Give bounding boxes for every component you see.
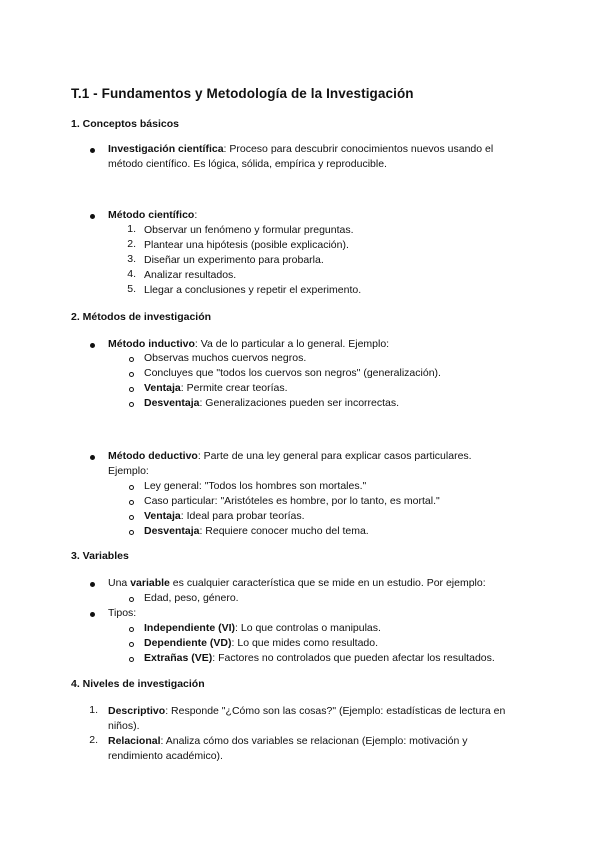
bullet-circle-icon <box>129 657 134 662</box>
sub-item: Observas muchos cuervos negros. <box>144 352 307 364</box>
list-item-metodo-inductivo: Método inductivo: Va de lo particular a lo general. Ejemplo: <box>108 338 390 350</box>
step-4: Analizar resultados. <box>144 269 237 281</box>
list-item-metodo-cientifico: Método científico: <box>108 209 198 221</box>
bullet-circle-icon <box>129 597 134 602</box>
level-number: 1. <box>89 704 98 716</box>
step-number: 5. <box>127 283 136 295</box>
bullet-dot-icon <box>90 455 95 460</box>
step-number: 4. <box>127 268 136 280</box>
bullet-circle-icon <box>129 372 134 377</box>
bullet-circle-icon <box>129 402 134 407</box>
list-item-tipos: Tipos: <box>108 607 137 619</box>
bullet-circle-icon <box>129 642 134 647</box>
step-2: Plantear una hipótesis (posible explicación). <box>144 239 349 251</box>
bullet-circle-icon <box>129 485 134 490</box>
bullet-circle-icon <box>129 515 134 520</box>
step-1: Observar un fenómeno y formular preguntas. <box>144 224 354 236</box>
sub-item-dependiente: Dependiente (VD): Lo que mides como resultado. <box>144 637 379 649</box>
level-number: 2. <box>89 734 98 746</box>
sub-item: Edad, peso, género. <box>144 592 239 604</box>
sub-item-desventaja: Desventaja: Requiere conocer mucho del tema. <box>144 525 369 537</box>
document-title: T.1 - Fundamentos y Metodología de la Investigación <box>71 86 414 101</box>
term: Método deductivo <box>108 450 198 462</box>
list-item-relacional: Relacional: Analiza cómo dos variables se relacionan (Ejemplo: motivación y rendimiento académico). <box>108 735 468 762</box>
bullet-dot-icon <box>90 148 95 153</box>
term: Método inductivo <box>108 338 195 350</box>
step-number: 2. <box>127 238 136 250</box>
list-item-investigacion-cientifica <box>108 142 528 172</box>
step-3: Diseñar un experimento para probarla. <box>144 254 324 266</box>
sub-item: Caso particular: "Aristóteles es hombre, por lo tanto, es mortal." <box>144 495 440 507</box>
bullet-dot-icon <box>90 343 95 348</box>
bullet-dot-icon <box>90 582 95 587</box>
section-4-heading: 4. Niveles de investigación <box>71 678 205 690</box>
sub-item-desventaja: Desventaja: Generalizaciones pueden ser incorrectas. <box>144 397 400 409</box>
step-number: 3. <box>127 253 136 265</box>
sub-item-extranas: Extrañas (VE): Factores no controlados que pueden afectar los resultados. <box>144 652 495 664</box>
term: Investigación científica <box>108 143 224 155</box>
sub-item: Concluyes que "todos los cuervos son negros" (generalización). <box>144 367 441 379</box>
list-item-variable: Una variable es cualquier característica que se mide en un estudio. Por ejemplo: <box>108 577 486 589</box>
sub-item-ventaja: Ventaja: Ideal para probar teorías. <box>144 510 305 522</box>
step-5: Llegar a conclusiones y repetir el experimento. <box>144 284 362 296</box>
bullet-dot-icon <box>90 214 95 219</box>
definition: : Proceso para descubrir conocimientos nuevos usando el método científico. Es lógica, sólida, empírica y reproducible. <box>108 143 494 170</box>
bullet-circle-icon <box>129 627 134 632</box>
sub-item-independiente: Independiente (VI): Lo que controlas o manipulas. <box>144 622 381 634</box>
bullet-circle-icon <box>129 387 134 392</box>
sub-item-ventaja: Ventaja: Permite crear teorías. <box>144 382 288 394</box>
section-1-heading: 1. Conceptos básicos <box>71 118 179 130</box>
term: Método científico <box>108 209 195 221</box>
step-number: 1. <box>127 223 136 235</box>
sub-item: Ley general: "Todos los hombres son mortales." <box>144 480 367 492</box>
bullet-dot-icon <box>90 612 95 617</box>
bullet-circle-icon <box>129 500 134 505</box>
list-item-descriptivo: Descriptivo: Responde "¿Cómo son las cosas?" (Ejemplo: estadísticas de lectura en niños). <box>108 705 506 732</box>
section-2-heading: 2. Métodos de investigación <box>71 311 212 323</box>
section-3-heading: 3. Variables <box>71 550 129 562</box>
list-item-metodo-deductivo: Método deductivo: Parte de una ley general para explicar casos particulares. Ejemplo: <box>108 450 472 477</box>
bullet-circle-icon <box>129 530 134 535</box>
bullet-circle-icon <box>129 357 134 362</box>
